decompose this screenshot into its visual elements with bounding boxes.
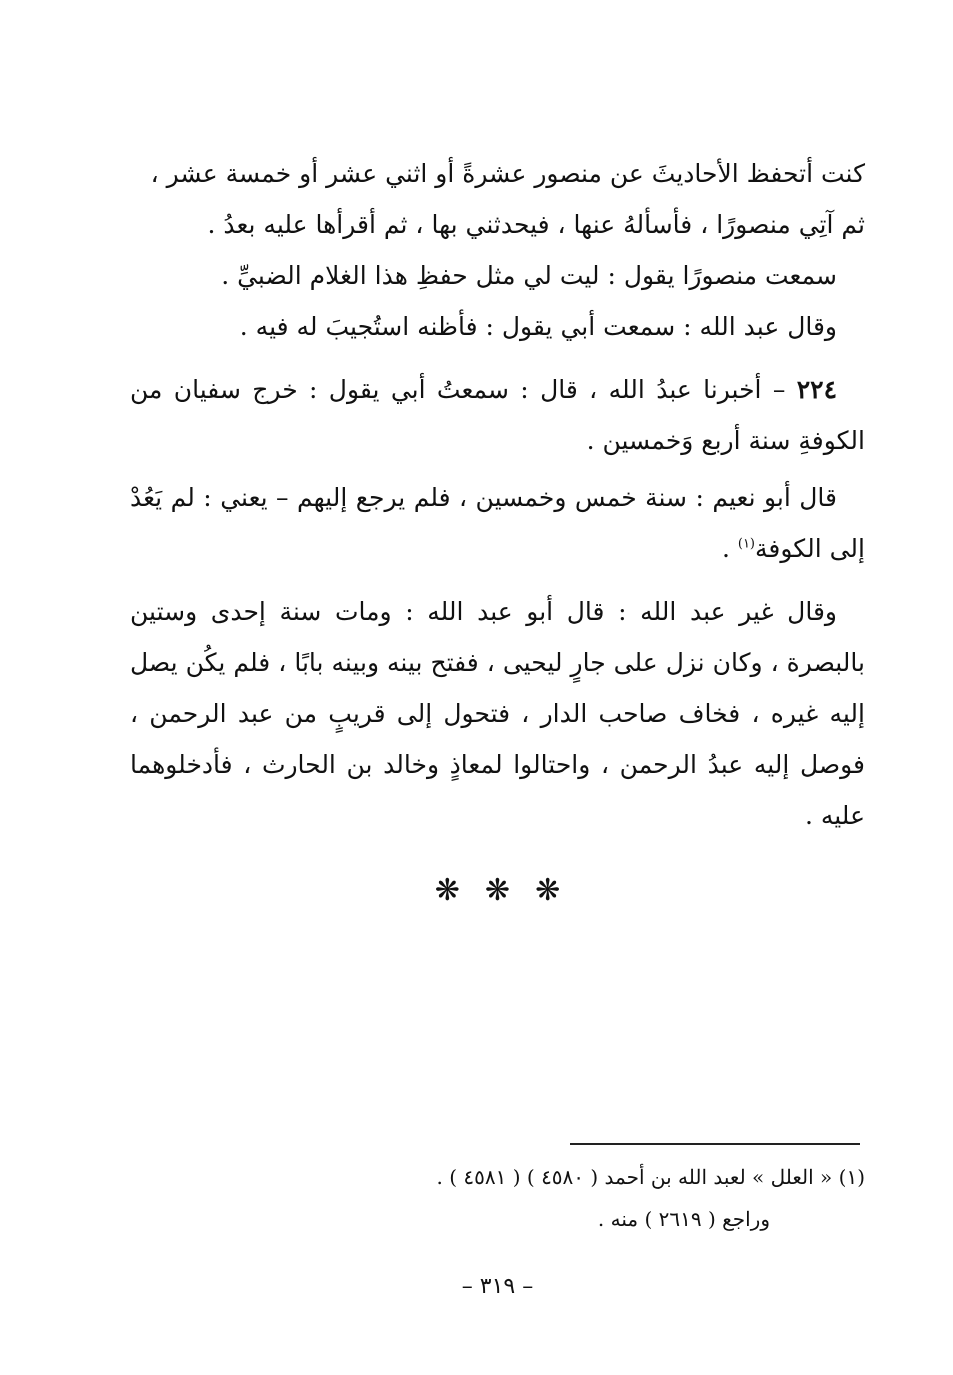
ornament-star-icon: ❋ (535, 873, 561, 908)
hadith-number: ٢٢٤ (796, 375, 838, 404)
footnote-1-continuation: وراجع ( ٢٦١٩ ) منه . (597, 1207, 770, 1231)
footnote-1: (١) « العلل » لعبد الله بن أحمد ( ٤٥٨٠ ) ( ٤٥٨١ ) . (436, 1165, 865, 1189)
book-page (130, 148, 865, 1348)
section-divider-ornaments (130, 873, 865, 908)
paragraph-abu-nuaim (130, 472, 865, 574)
paragraph-1-line-1: كنت أتحفظ الأحاديثَ عن منصور عشرةً أو اثني عشر أو خمسة عشر ، (150, 159, 865, 188)
paragraph-1 (130, 148, 865, 250)
footnote-separator (570, 1143, 860, 1145)
paragraph-1-line-2: ثم آتِي منصورًا ، فأسألهُ عنها ، فيحدثني بها ، ثم أقرأها عليه بعدُ . (207, 210, 865, 239)
abu-nuaim-end: . (721, 534, 738, 563)
page-number: – ٣١٩ – (461, 1274, 534, 1299)
footnotes (130, 1156, 865, 1240)
paragraph-3: وقال عبد الله : سمعت أبي يقول : فأظنه استُجيبَ له فيه . (239, 312, 837, 341)
abu-nuaim-text: قال أبو نعيم : سنة خمس وخمسين ، فلم يرجع إليهم – يعني : لم يَعُدْ إلى الكوفة (130, 483, 865, 563)
footnote-reference[interactable]: (١) (737, 536, 755, 552)
paragraph-2: سمعت منصورًا يقول : ليت لي مثل حفظِ هذا الغلام الضبيِّ . (221, 261, 837, 290)
ornament-star-icon: ❋ (484, 873, 511, 908)
hadith-224-text: – أخبرنا عبدُ الله ، قال : سمعتُ أبي يقول : خرج سفيان من الكوفةِ سنة أربع وَخمسين . (130, 375, 865, 455)
hadith-224 (130, 364, 865, 466)
ornament-star-icon: ❋ (434, 873, 460, 908)
paragraph-death-basra: وقال غير عبد الله : قال أبو عبد الله : ومات سنة إحدى وستين بالبصرة ، وكان نزل على جارٍ ليحيى ، ففتح بينه وبينه بابًا ، فلم يكُن يصل إليه غيره ، فخاف صاحب الدار ، فتحول إلى قريبٍ من عبد الرحمن ، فوصل إليه عبدُ الرحمن ، واحتالوا لمعاذٍ وخالد بن الحارث ، فأدخلوهما عليه . (130, 597, 865, 830)
